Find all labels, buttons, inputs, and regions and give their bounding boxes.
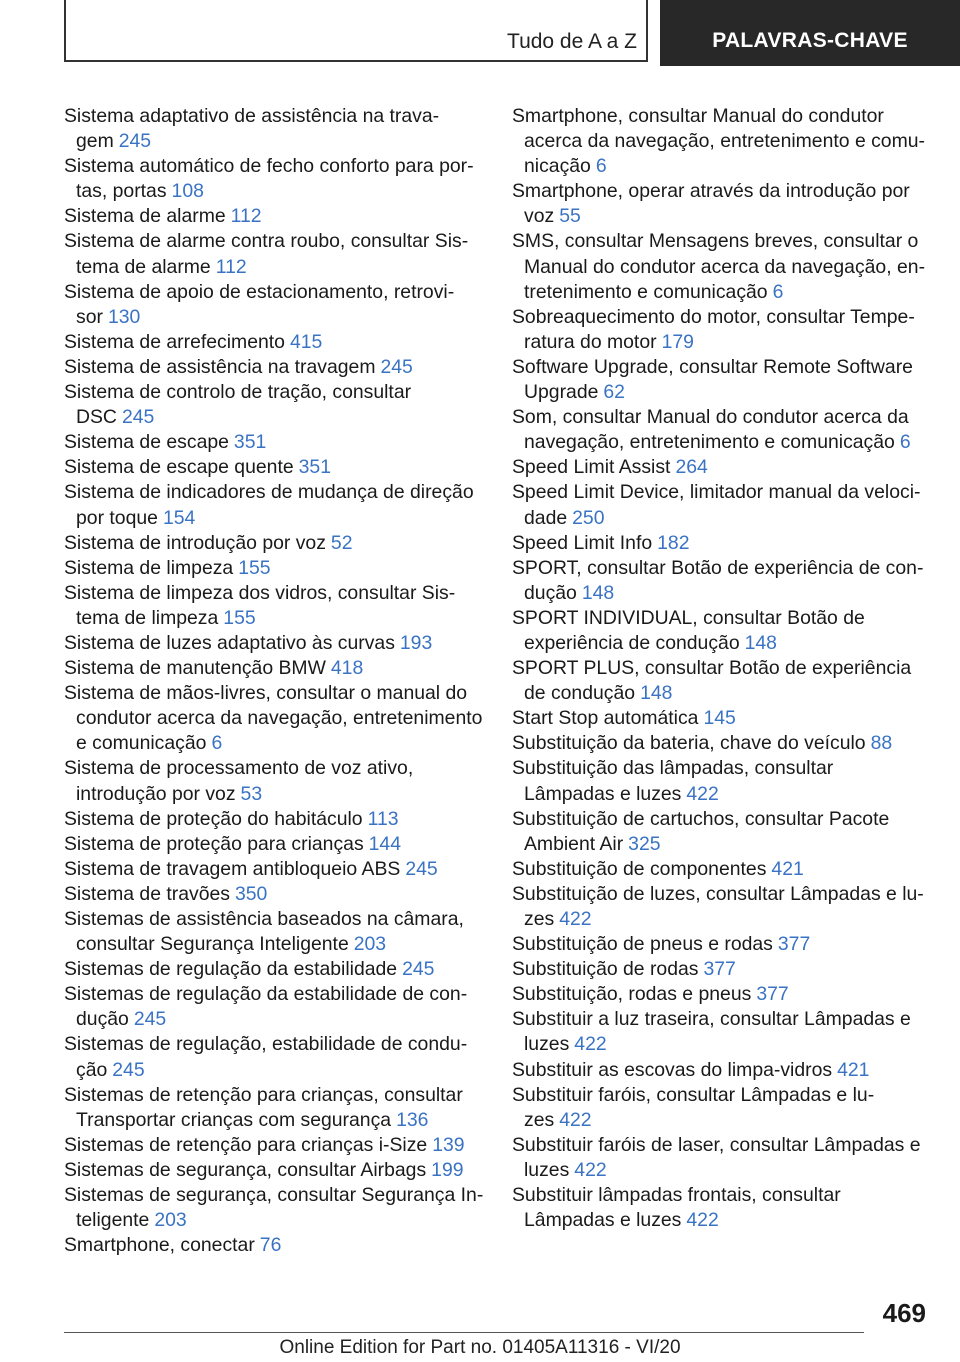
index-entry [64, 280, 484, 330]
index-entry-page-link[interactable]: 421 [771, 857, 804, 880]
index-entry-page-link[interactable]: 179 [661, 330, 694, 353]
index-entry-page-link[interactable]: 113 [367, 807, 399, 830]
index-entry-term: Sobreaquecimento do motor, consultar Temperatura do motor [512, 305, 915, 353]
index-entry-term: Sistemas de regulação da estabilidade [64, 958, 398, 981]
index-entry [64, 631, 484, 656]
index-entry-term: Sistema automático de fecho conforto para portas, portas [64, 155, 474, 203]
chapter-tab [660, 0, 960, 66]
index-entry-term: Sistemas de assistência baseados na câmara, consultar Segurança Inteligente [64, 908, 464, 956]
index-entry-page-link[interactable]: 155 [238, 556, 271, 579]
index-entry-term: Sistema de apoio de estacionamento, retrovisor [64, 280, 455, 328]
index-entry [512, 179, 928, 229]
index-entry-term: Sistemas de segurança, consultar Segurança Inteligente [64, 1184, 484, 1232]
index-entry-page-link[interactable]: 199 [431, 1158, 464, 1181]
index-entry [64, 907, 484, 957]
index-entry-page-link[interactable]: 52 [330, 531, 353, 554]
index-entry [64, 832, 484, 857]
index-entry-page-link[interactable]: 377 [703, 958, 736, 981]
index-entry [64, 681, 484, 756]
index-entry [64, 656, 484, 681]
index-entry-page-link[interactable]: 264 [675, 456, 708, 479]
index-entry-term: Sistema de proteção para crianças [64, 832, 364, 855]
index-entry-page-link[interactable]: 245 [380, 355, 413, 378]
index-entry [64, 229, 484, 279]
section-title: Tudo de A a Z [507, 30, 637, 53]
index-entry [64, 857, 484, 882]
index-entry [512, 531, 928, 556]
index-entry-page-link[interactable]: 203 [353, 933, 387, 956]
footer-divider [64, 1332, 864, 1333]
index-entry [64, 154, 484, 204]
index-entry [64, 104, 484, 154]
index-entry-page-link[interactable]: 351 [298, 456, 331, 479]
index-entry [64, 982, 484, 1032]
index-entry-term: Sistemas de segurança, consultar Airbags [64, 1158, 427, 1181]
index-entry-page-link[interactable]: 148 [581, 581, 615, 604]
index-entry-term: Substituição de luzes, consultar Lâmpadas e luzes [512, 882, 924, 930]
index-entry-term: Sistema de travagem antibloqueio ABS [64, 857, 401, 880]
index-entry-page-link[interactable]: 148 [744, 631, 777, 654]
index-entry-page-link[interactable]: 6 [211, 732, 223, 755]
index-entry [64, 330, 484, 355]
index-entry [512, 982, 928, 1007]
page-number: 469 [882, 1298, 926, 1328]
index-entry-page-link[interactable]: 351 [233, 431, 267, 454]
index-entry-page-link[interactable]: 108 [171, 180, 204, 203]
index-entry-term: Sistema de limpeza dos vidros, consultar Sistema de limpeza [64, 581, 456, 629]
index-entry-term: Substituição, rodas e pneus [512, 983, 752, 1006]
index-entry [512, 932, 928, 957]
index-entry [64, 882, 484, 907]
index-entry-term: Sistema de mãos-livres, consultar o manual do condutor acerca da navegação, entretenimento e comunicação [64, 682, 483, 755]
index-entry-term: Sistema de escape [64, 431, 229, 454]
index-entry-term: Sistema adaptativo de assistência na travagem [64, 105, 440, 153]
index-entry-page-link[interactable]: 245 [121, 406, 155, 429]
index-entry-term: Speed Limit Device, limitador manual da velocidade [512, 481, 921, 529]
index-entry-term: Sistemas de retenção para crianças i-Size [64, 1133, 428, 1156]
index-entry-page-link[interactable]: 377 [777, 933, 811, 956]
index-entry-term: Sistema de manutenção BMW [64, 657, 326, 680]
index-entry-term: Sistema de alarme [64, 205, 226, 228]
index-entry-term: Som, consultar Manual do condutor acerca da navegação, entretenimento e comunicação [512, 406, 909, 454]
index-entry-term: Sistema de indicadores de mudança de direção por toque [64, 481, 474, 529]
index-entry-page-link[interactable]: 6 [772, 280, 784, 303]
index-entry [64, 531, 484, 556]
index-entry [64, 380, 484, 430]
index-entry-page-link[interactable]: 193 [399, 631, 433, 654]
index-entry [512, 1058, 928, 1083]
index-entry-term: Start Stop automática [512, 707, 699, 730]
index-entry-term: Substituição de pneus e rodas [512, 933, 773, 956]
index-entry-term: Smartphone, operar através da introdução por voz [512, 180, 910, 228]
index-entry [512, 882, 928, 932]
index-entry [64, 756, 484, 806]
index-entry-page-link[interactable]: 418 [330, 657, 364, 680]
index-entry-page-link[interactable]: 139 [432, 1133, 465, 1156]
index-entry-page-link[interactable]: 415 [289, 330, 323, 353]
index-entry-page-link[interactable]: 145 [703, 707, 736, 730]
index-entry-term: Sistema de controlo de tração, consultar DSC [64, 381, 412, 429]
index-entry-term: Sistema de introdução por voz [64, 531, 326, 554]
index-entry-page-link[interactable]: 154 [162, 506, 196, 529]
index-entry [512, 1183, 928, 1233]
index-entry [512, 1083, 928, 1133]
index-entry-page-link[interactable]: 6 [595, 155, 607, 178]
index-entry [64, 1133, 484, 1158]
index-entry [64, 556, 484, 581]
index-entry [512, 706, 928, 731]
index-entry-term: Sistemas de retenção para crianças, consultar Transportar crianças com segurança [64, 1083, 463, 1131]
index-entry-page-link[interactable]: 76 [259, 1234, 282, 1257]
index-entry [512, 355, 928, 405]
index-entry-page-link[interactable]: 148 [640, 682, 673, 705]
index-entry-term: Smartphone, conectar [64, 1234, 255, 1257]
index-entry-page-link[interactable]: 245 [118, 130, 152, 153]
index-entry [64, 1183, 484, 1233]
index-entry [512, 455, 928, 480]
index-entry-page-link[interactable]: 6 [899, 431, 911, 454]
index-entry-term: Substituição de cartuchos, consultar Pacote Ambient Air [512, 807, 890, 855]
index-entry [512, 1007, 928, 1057]
index-entry [512, 104, 928, 179]
index-entry-page-link[interactable]: 245 [112, 1058, 145, 1081]
index-column-left [64, 104, 484, 1258]
index-entry [64, 957, 484, 982]
index-entry-term: Sistema de proteção do habitáculo [64, 807, 363, 830]
index-entry [512, 857, 928, 882]
index-entry [64, 480, 484, 530]
index-entry-term: SMS, consultar Mensagens breves, consultar o Manual do condutor acerca da navegação, entretenimento e comunicação [512, 230, 926, 303]
index-entry [64, 807, 484, 832]
index-entry-term: Substituir lâmpadas frontais, consultar Lâmpadas e luzes [512, 1184, 841, 1232]
chapter-tab-label: PALAVRAS-CHAVE [712, 29, 908, 52]
index-entry-page-link[interactable]: 422 [559, 1108, 592, 1131]
index-entry-term: Sistema de luzes adaptativo às curvas [64, 631, 395, 654]
index-entry-page-link[interactable]: 422 [574, 1033, 607, 1056]
index-entry [64, 355, 484, 380]
index-column-right [512, 104, 928, 1233]
index-entry-term: Substituição de rodas [512, 958, 699, 981]
index-entry-term: Speed Limit Assist [512, 456, 671, 479]
index-entry-page-link[interactable]: 250 [572, 506, 605, 529]
index-entry-page-link[interactable]: 203 [154, 1209, 187, 1232]
index-entry [64, 1158, 484, 1183]
index-entry [512, 957, 928, 982]
index-entry [512, 807, 928, 857]
index-entry [512, 756, 928, 806]
index-entry-term: SPORT PLUS, consultar Botão de experiência de condução [512, 657, 912, 705]
index-entry-term: SPORT INDIVIDUAL, consultar Botão de experiência de condução [512, 606, 865, 654]
index-entry-term: Sistema de limpeza [64, 556, 234, 579]
index-entry-page-link[interactable]: 377 [756, 983, 789, 1006]
index-entry-term: Sistema de arrefecimento [64, 330, 285, 353]
index-entry [512, 229, 928, 304]
page-header [0, 0, 960, 66]
index-entry-term: Substituição das lâmpadas, consultar Lâmpadas e luzes [512, 757, 834, 805]
index-entry-page-link[interactable]: 325 [628, 832, 661, 855]
index-entry-page-link[interactable]: 112 [215, 255, 247, 278]
index-entry-term: Substituir faróis de laser, consultar Lâmpadas e luzes [512, 1133, 921, 1181]
index-entry-page-link[interactable]: 422 [686, 782, 719, 805]
index-entry-term: Substituição de componentes [512, 857, 767, 880]
index-entry-page-link[interactable]: 422 [574, 1158, 607, 1181]
index-entry-page-link[interactable]: 245 [133, 1008, 167, 1031]
index-entry-page-link[interactable]: 112 [230, 205, 262, 228]
index-entry-term: Sistema de processamento de voz ativo, introdução por voz [64, 757, 414, 805]
index-entry [512, 606, 928, 656]
index-entry-page-link[interactable]: 182 [657, 531, 690, 554]
index-entry [512, 305, 928, 355]
index-entry-term: Substituir a luz traseira, consultar Lâmpadas e luzes [512, 1008, 911, 1056]
index-entry-term: Sistema de assistência na travagem [64, 355, 376, 378]
index-entry-page-link[interactable]: 88 [870, 732, 893, 755]
index-entry [512, 731, 928, 756]
index-entry-page-link[interactable]: 350 [234, 882, 268, 905]
index-entry [64, 430, 484, 455]
index-entry-term: Smartphone, consultar Manual do condutor acerca da navegação, entretenimento e comunicação [512, 105, 925, 178]
index-entry-page-link[interactable]: 144 [368, 832, 401, 855]
index-entry [64, 455, 484, 480]
index-entry-page-link[interactable]: 245 [402, 958, 435, 981]
index-entry-page-link[interactable]: 155 [223, 606, 256, 629]
index-entry-term: Sistema de escape quente [64, 456, 294, 479]
index-entry-term: Sistemas de regulação da estabilidade de condução [64, 983, 468, 1031]
index-entry-term: Substituição da bateria, chave do veículo [512, 732, 866, 755]
index-entry-term: Sistema de alarme contra roubo, consultar Sistema de alarme [64, 230, 469, 278]
index-entry [512, 656, 928, 706]
index-entry-page-link[interactable]: 245 [405, 857, 438, 880]
index-entry [64, 581, 484, 631]
index-entry-page-link[interactable]: 422 [686, 1209, 719, 1232]
index-entry [512, 480, 928, 530]
index-entry-page-link[interactable]: 130 [107, 305, 141, 328]
index-entry-term: SPORT, consultar Botão de experiência de condução [512, 556, 924, 604]
footer-edition: Online Edition for Part no. 01405A11316 - VI/20 [279, 1337, 681, 1358]
index-entry-page-link[interactable]: 136 [396, 1108, 429, 1131]
index-entry-term: Software Upgrade, consultar Remote Software Upgrade [512, 355, 913, 404]
index-entry-page-link[interactable]: 62 [603, 381, 625, 404]
index-entry-page-link[interactable]: 421 [837, 1058, 870, 1081]
index-entry [64, 204, 484, 229]
index-entry [512, 405, 928, 455]
index-entry-page-link[interactable]: 422 [559, 908, 592, 930]
index-entry-page-link[interactable]: 53 [240, 782, 263, 805]
index-entry [64, 1032, 484, 1082]
index-entry-term: Substituir as escovas do limpa-vidros [512, 1058, 833, 1081]
index-entry [512, 556, 928, 606]
index-entry-term: Sistemas de regulação, estabilidade de condução [64, 1033, 468, 1081]
index-entry-term: Sistema de travões [64, 882, 230, 905]
index-entry-term: Substituir faróis, consultar Lâmpadas e luzes [512, 1083, 875, 1131]
index-entry [512, 1133, 928, 1183]
index-entry-term: Speed Limit Info [512, 531, 653, 554]
index-entry-page-link[interactable]: 55 [559, 205, 581, 228]
index-entry [64, 1083, 484, 1133]
index-entry [64, 1233, 484, 1258]
